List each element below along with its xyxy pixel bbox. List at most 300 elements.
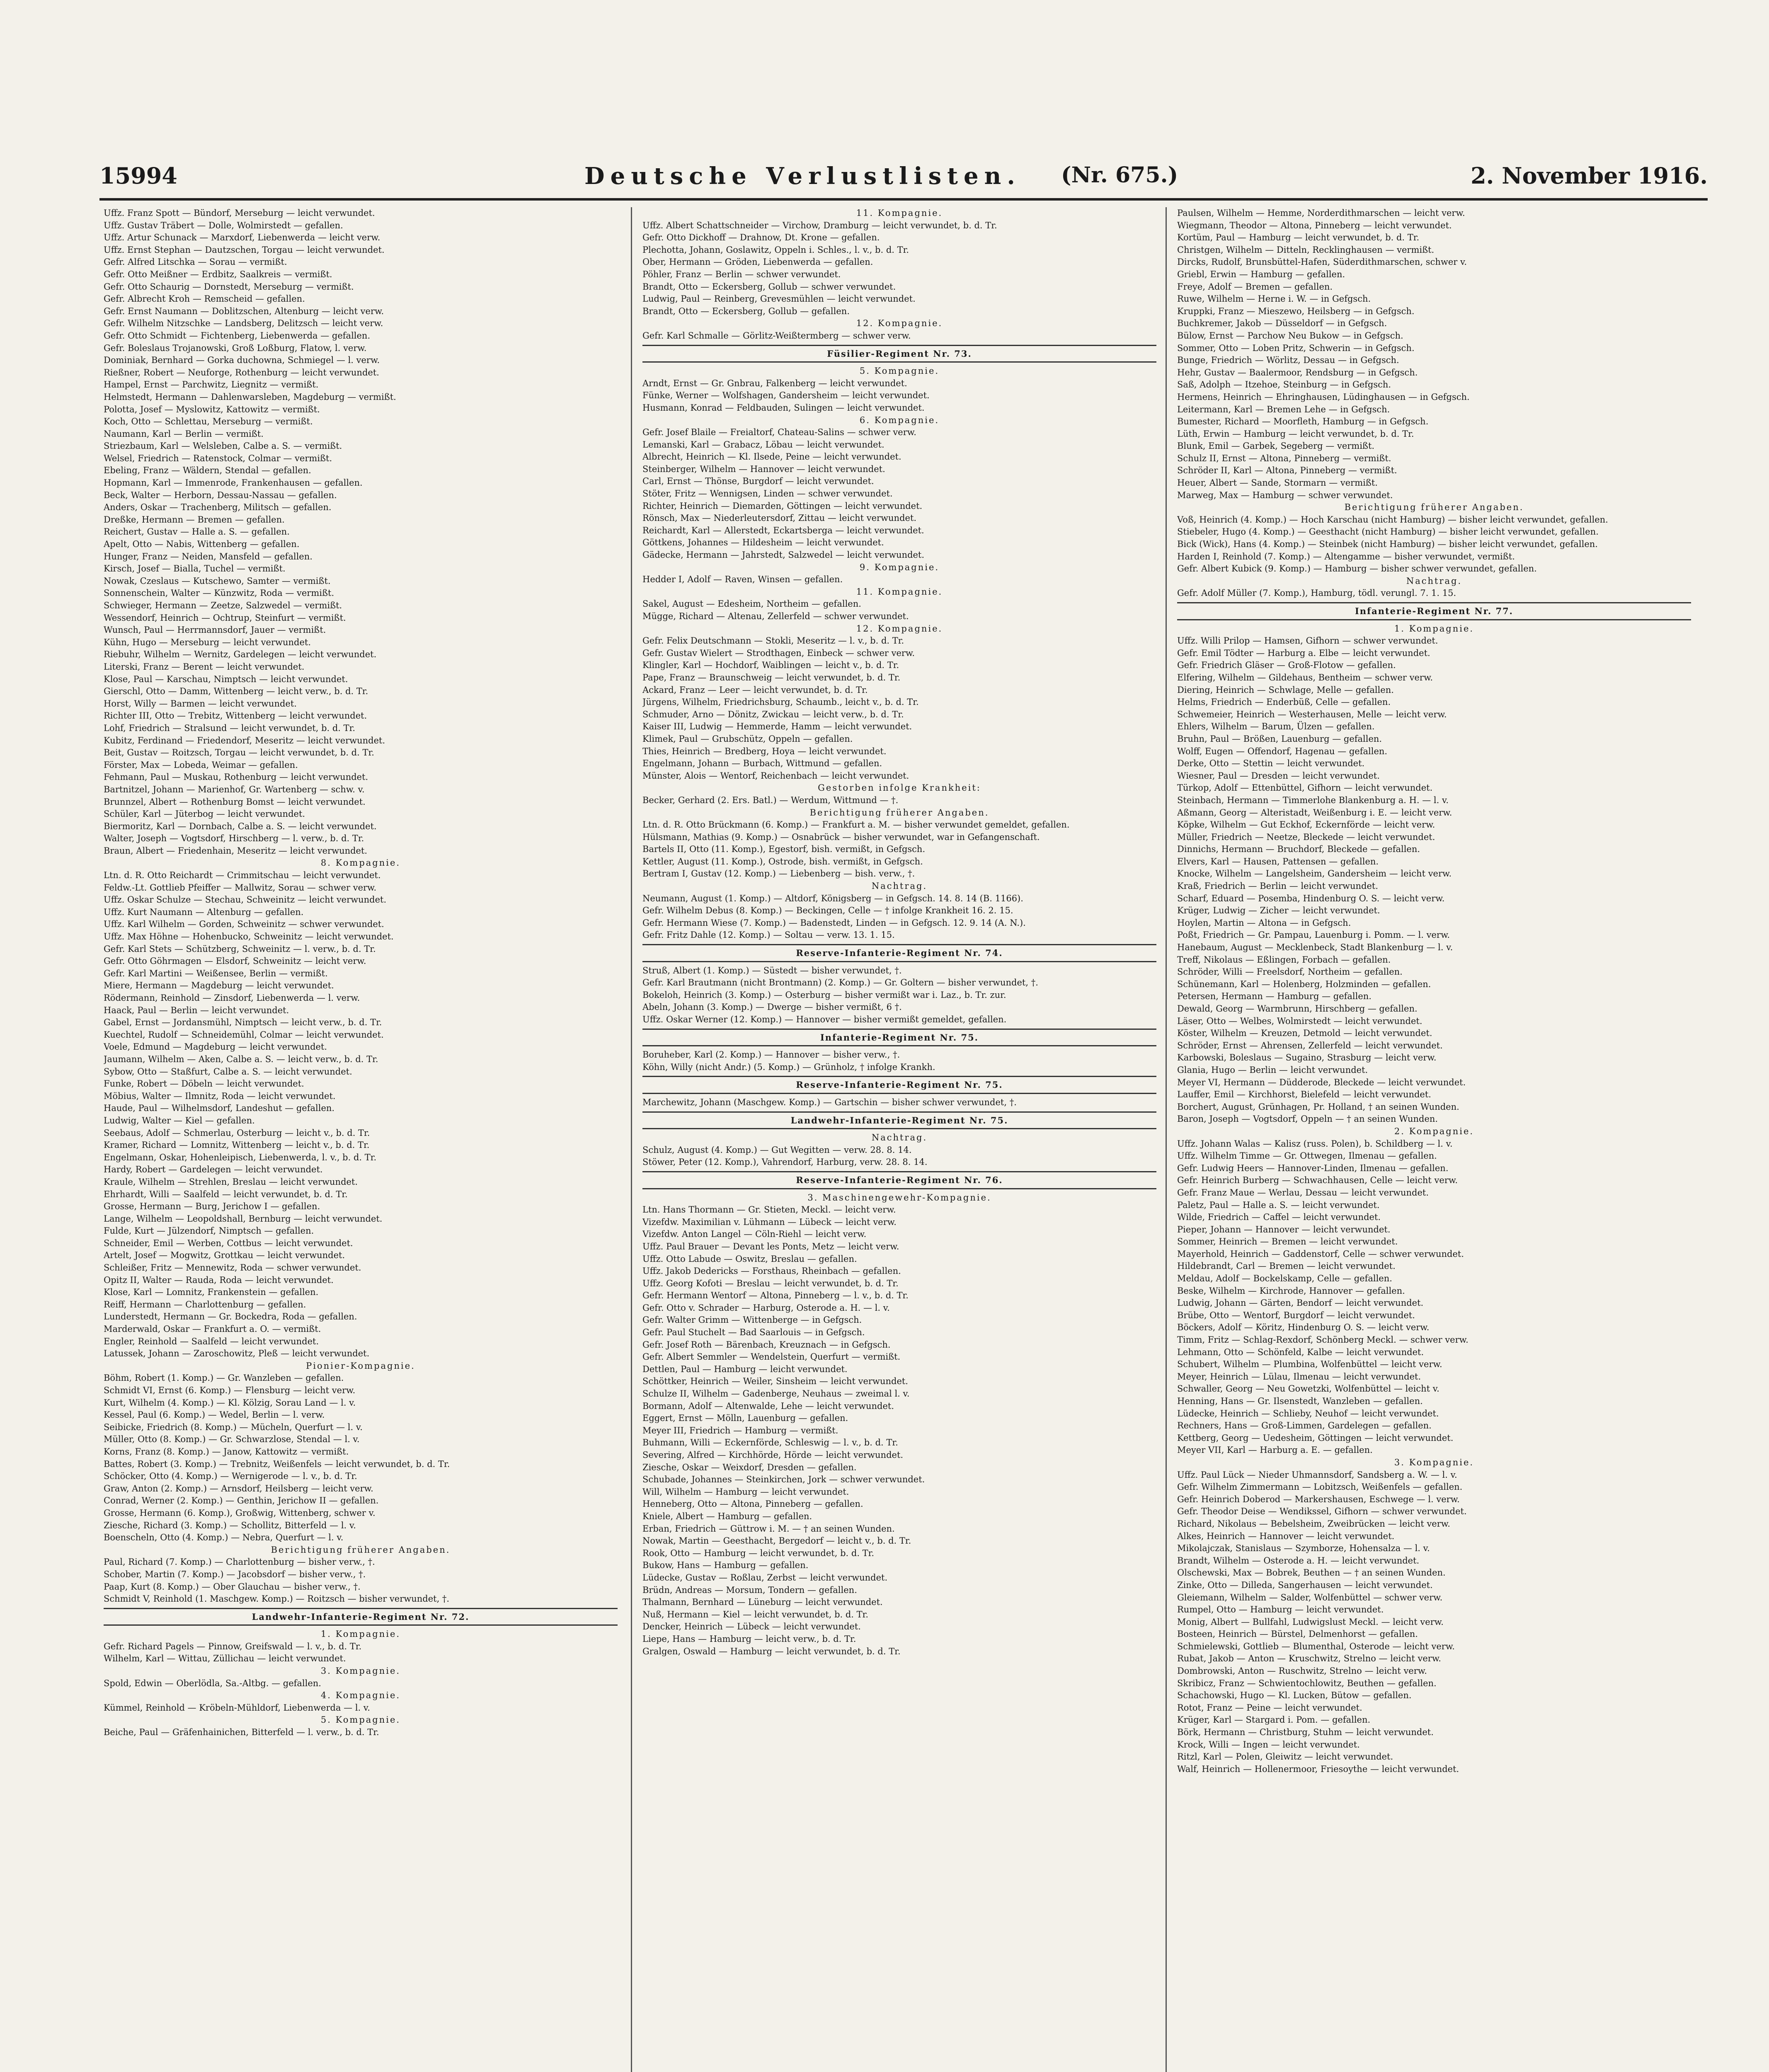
casualty-entry: Gefr. Albert Semmler — Wendelstein, Querfurt — vermißt. xyxy=(642,1352,901,1362)
casualty-entry: Kraß, Friedrich — Berlin — leicht verwundet. xyxy=(1177,881,1379,891)
section-subheading: 3. Kompagnie. xyxy=(320,1666,401,1676)
casualty-entry: Hardy, Robert — Gardelegen — leicht verwundet. xyxy=(104,1164,323,1175)
casualty-entry: Klimek, Paul — Grubschütz, Oppeln — gefallen. xyxy=(642,733,853,744)
section-subheading: 1. Kompagnie. xyxy=(1394,623,1474,634)
casualty-entry: Rechners, Hans — Groß-Limmen, Gardelegen — gefallen. xyxy=(1177,1421,1432,1431)
casualty-entry: Hedder I, Adolf — Raven, Winsen — gefallen. xyxy=(642,574,843,585)
casualty-entry: Rubat, Jakob — Anton — Kruschwitz, Strelno — leicht verw. xyxy=(1177,1653,1441,1664)
casualty-entry: Rotot, Franz — Peine — leicht verwundet. xyxy=(1177,1702,1362,1713)
casualty-entry: Ritzl, Karl — Polen, Gleiwitz — leicht verwundet. xyxy=(1177,1752,1393,1762)
casualty-entry: Lemanski, Karl — Grabacz, Löbau — leicht verwundet. xyxy=(642,439,884,450)
column-divider xyxy=(631,207,632,2072)
section-subheading: Nachtrag. xyxy=(1406,576,1462,586)
section-subheading: 2. Kompagnie. xyxy=(1394,1126,1474,1136)
section-subheading: Berichtigung früherer Angaben. xyxy=(809,807,989,818)
casualty-entry: Scharf, Eduard — Posemba, Hindenburg O. S. — leicht verw. xyxy=(1177,893,1445,903)
casualty-entry: Petersen, Hermann — Hamburg — gefallen. xyxy=(1177,991,1372,1002)
casualty-entry: Jaumann, Wilhelm — Aken, Calbe a. S. — leicht verw., b. d. Tr. xyxy=(104,1054,378,1064)
casualty-entry: Braun, Albert — Friedenhain, Meseritz — leicht verwundet. xyxy=(104,845,368,856)
casualty-entry: Dircks, Rudolf, Brunsbüttel-Hafen, Süderdithmarschen, schwer v. xyxy=(1177,257,1467,267)
casualty-entry: Saß, Adolph — Itzehoe, Steinburg — in Gefgsch. xyxy=(1177,380,1391,390)
casualty-entry: Ober, Hermann — Gröden, Liebenwerda — gefallen. xyxy=(642,257,873,267)
casualty-entry: Rödermann, Reinhold — Zinsdorf, Liebenwerda — l. verw. xyxy=(104,993,360,1003)
casualty-entry: Kümmel, Reinhold — Kröbeln-Mühldorf, Liebenwerda — l. v. xyxy=(104,1702,370,1713)
section-subheading: Nachtrag. xyxy=(871,881,928,891)
casualty-entry: Rumpel, Otto — Hamburg — leicht verwundet. xyxy=(1177,1605,1384,1615)
casualty-entry: Bruhn, Paul — Brößen, Lauenburg — gefallen. xyxy=(1177,733,1382,744)
casualty-entry: Gefr. Karl Schmalle — Görlitz-Weißtermberg — schwer verw. xyxy=(642,330,911,341)
casualty-entry: Riebuhr, Wilhelm — Wernitz, Gardelegen — leicht verwundet. xyxy=(104,649,377,660)
casualty-entry: Polotta, Josef — Myslowitz, Kattowitz — vermißt. xyxy=(104,404,320,414)
casualty-entry: Helms, Friedrich — Enderbüß, Celle — gefallen. xyxy=(1177,697,1391,707)
casualty-entry: Uffz. Kurt Naumann — Altenburg — gefallen. xyxy=(104,907,304,917)
casualty-entry: Beiche, Paul — Gräfenhainichen, Bitterfeld — l. verw., b. d. Tr. xyxy=(104,1727,379,1738)
casualty-entry: Hildebrandt, Carl — Bremen — leicht verwundet. xyxy=(1177,1261,1396,1271)
casualty-entry: Uffz. Gustav Träbert — Dolle, Wolmirstedt — gefallen. xyxy=(104,220,343,230)
casualty-entry: Aßmann, Georg — Alteristadt, Weißenburg i. E. — leicht verw. xyxy=(1177,807,1452,818)
casualty-entry: Plechotta, Johann, Goslawitz, Oppeln i. Schles., l. v., b. d. Tr. xyxy=(642,244,909,255)
casualty-entry: Ehlers, Wilhelm — Barum, Ülzen — gefallen. xyxy=(1177,721,1375,732)
casualty-entry: Gädecke, Hermann — Jahrstedt, Salzwedel — leicht verwundet. xyxy=(642,550,925,560)
casualty-entry: Schulz II, Ernst — Altona, Pinneberg — vermißt. xyxy=(1177,453,1391,463)
casualty-entry: Schachowski, Hugo — Kl. Lucken, Bütow — gefallen. xyxy=(1177,1690,1412,1701)
casualty-entry: Meyer VI, Hermann — Düdderode, Bleckede — leicht verwundet. xyxy=(1177,1077,1466,1087)
casualty-entry: Steinberger, Wilhelm — Hannover — leicht verwundet. xyxy=(642,464,885,474)
casualty-entry: Gralgen, Oswald — Hamburg — leicht verwundet, b. d. Tr. xyxy=(642,1646,901,1656)
casualty-entry: Hopmann, Karl — Immenrode, Frankenhausen — gefallen. xyxy=(104,478,363,488)
casualty-entry: Graw, Anton (2. Komp.) — Arnsdorf, Heilsberg — leicht verw. xyxy=(104,1483,373,1493)
section-subheading: 12. Kompagnie. xyxy=(856,623,943,634)
regiment-heading: Infanterie-Regiment Nr. 77. xyxy=(1177,602,1691,620)
section-subheading: Berichtigung früherer Angaben. xyxy=(271,1544,451,1555)
column-1 xyxy=(104,207,618,2072)
header-rule xyxy=(99,198,1708,201)
casualty-entry: Feldw.-Lt. Gottlieb Pfeiffer — Mallwitz, Sorau — schwer verw. xyxy=(104,882,377,893)
casualty-entry: Reiff, Hermann — Charlottenburg — gefallen. xyxy=(104,1299,306,1310)
casualty-entry: Biermoritz, Karl — Dornbach, Calbe a. S. — leicht verwundet. xyxy=(104,821,377,831)
casualty-entry: Müller, Friedrich — Neetze, Bleckede — leicht verwundet. xyxy=(1177,832,1435,842)
casualty-entry: Sommer, Otto — Loben Pritz, Schwerin — in Gefgsch. xyxy=(1177,343,1415,353)
casualty-entry: Dencker, Heinrich — Lübeck — leicht verwundet. xyxy=(642,1622,861,1632)
casualty-entry: Albrecht, Heinrich — Kl. Ilsede, Peine — leicht verwundet. xyxy=(642,452,901,462)
casualty-entry: Pieper, Johann — Hannover — leicht verwundet. xyxy=(1177,1224,1391,1234)
casualty-entry: Seibicke, Friedrich (8. Komp.) — Mücheln, Querfurt — l. v. xyxy=(104,1422,363,1432)
casualty-entry: Schober, Martin (7. Komp.) — Jacobsdorf — bisher verw., †. xyxy=(104,1569,366,1579)
casualty-entry: Gefr. Josef Blaile — Freialtorf, Chateau-Salins — schwer verw. xyxy=(642,427,916,438)
casualty-entry: Boenscheln, Otto (4. Komp.) — Nebra, Querfurt — l. v. xyxy=(104,1532,344,1543)
casualty-entry: Miere, Hermann — Magdeburg — leicht verwundet. xyxy=(104,980,334,991)
page-header xyxy=(99,162,1708,196)
casualty-entry: Gefr. Otto Dickhoff — Drahnow, Dt. Krone — gefallen. xyxy=(642,232,880,243)
casualty-entry: Sonnenschein, Walter — Künzwitz, Roda — vermißt. xyxy=(104,588,334,598)
casualty-entry: Schneider, Emil — Werben, Cottbus — leicht verwundet. xyxy=(104,1238,353,1248)
casualty-entry: Richard, Nikolaus — Bebelsheim, Zweibrücken — leicht verw. xyxy=(1177,1518,1450,1529)
casualty-entry: Gefr. Wilhelm Nitzschke — Landsberg, Delitzsch — leicht verw. xyxy=(104,318,383,329)
casualty-entry: Hehr, Gustav — Baalermoor, Rendsburg — in Gefgsch. xyxy=(1177,367,1418,378)
casualty-entry: Elvers, Karl — Hausen, Pattensen — gefallen. xyxy=(1177,856,1379,867)
section-subheading: 12. Kompagnie. xyxy=(856,318,943,329)
casualty-entry: Reichert, Gustav — Halle a. S. — gefallen. xyxy=(104,527,290,537)
casualty-entry: Brunnzel, Albert — Rothenburg Bomst — leicht verwundet. xyxy=(104,796,366,807)
regiment-heading: Reserve-Infanterie-Regiment Nr. 76. xyxy=(642,1171,1156,1189)
casualty-entry: Hoylen, Martin — Altona — in Gefgsch. xyxy=(1177,917,1351,928)
casualty-entry: Neumann, August (1. Komp.) — Altdorf, Königsberg — in Gefgsch. 14. 8. 14 (B. 1166). xyxy=(642,893,1023,903)
casualty-entry: Elfering, Wilhelm — Gildehaus, Bentheim — schwer verw. xyxy=(1177,672,1433,683)
casualty-entry: Schmuder, Arno — Dönitz, Zwickau — leicht verw., b. d. Tr. xyxy=(642,709,904,719)
casualty-entry: Ebeling, Franz — Wäldern, Stendal — gefallen. xyxy=(104,465,311,476)
casualty-entry: Stiebeler, Hugo (4. Komp.) — Geesthacht (nicht Hamburg) — bisher leicht verwundet, gefallen. xyxy=(1177,527,1599,537)
casualty-entry: Gefr. Richard Pagels — Pinnow, Greifswald — l. v., b. d. Tr. xyxy=(104,1641,362,1651)
casualty-entry: Schulz, August (4. Komp.) — Gut Wegitten — verw. 28. 8. 14. xyxy=(642,1145,912,1155)
casualty-entry: Gierschl, Otto — Damm, Wittenberg — leicht verw., b. d. Tr. xyxy=(104,686,368,697)
casualty-entry: Brübe, Otto — Wentorf, Burgdorf — leicht verwundet. xyxy=(1177,1310,1415,1320)
casualty-entry: Böckers, Adolf — Köritz, Hindenburg O. S. — leicht verw. xyxy=(1177,1322,1430,1333)
casualty-entry: Korns, Franz (8. Komp.) — Janow, Kattowitz — vermißt. xyxy=(104,1446,349,1457)
casualty-entry: Beit, Gustav — Roitzsch, Torgau — leicht verwundet, b. d. Tr. xyxy=(104,748,374,758)
casualty-entry: Conrad, Werner (2. Komp.) — Genthin, Jerichow II — gefallen. xyxy=(104,1496,379,1506)
casualty-entry: Borchert, August, Grünhagen, Pr. Holland, † an seinen Wunden. xyxy=(1177,1101,1459,1112)
casualty-entry: Artelt, Josef — Mogwitz, Grottkau — leicht verwundet. xyxy=(104,1250,345,1261)
casualty-entry: Walf, Heinrich — Hollenermoor, Friesoythe — leicht verwundet. xyxy=(1177,1764,1459,1774)
casualty-entry: Ziesche, Oskar — Weixdorf, Dresden — gefallen. xyxy=(642,1462,857,1472)
casualty-entry: Griebl, Erwin — Hamburg — gefallen. xyxy=(1177,269,1345,279)
casualty-entry: Böhm, Robert (1. Komp.) — Gr. Wanzleben — gefallen. xyxy=(104,1373,344,1383)
casualty-entry: Bertram I, Gustav (12. Komp.) — Liebenberg — bish. verw., †. xyxy=(642,869,915,879)
casualty-entry: Kruppki, Franz — Mieszewo, Heilsberg — in Gefgsch. xyxy=(1177,306,1415,316)
casualty-entry: Gleiemann, Wilhelm — Salder, Wolfenbüttel — schwer verw. xyxy=(1177,1592,1443,1602)
casualty-entry: Ziesche, Richard (3. Komp.) — Schollitz, Bitterfeld — l. v. xyxy=(104,1520,356,1530)
casualty-entry: Sakel, August — Edesheim, Northeim — gefallen. xyxy=(642,599,861,609)
casualty-entry: Gefr. Franz Maue — Werlau, Dessau — leicht verwundet. xyxy=(1177,1187,1429,1198)
casualty-entry: Skribicz, Franz — Schwientochlowitz, Beuthen — gefallen. xyxy=(1177,1678,1437,1688)
casualty-entry: Lüth, Erwin — Hamburg — leicht verwundet, b. d. Tr. xyxy=(1177,428,1414,439)
casualty-entry: Möbius, Walter — Ilmnitz, Roda — leicht verwundet. xyxy=(104,1091,336,1101)
section-subheading: 5. Kompagnie. xyxy=(320,1715,401,1725)
casualty-entry: Gefr. Friedrich Gläser — Groß-Flotow — gefallen. xyxy=(1177,660,1396,670)
casualty-entry: Dettlen, Paul — Hamburg — leicht verwundet. xyxy=(642,1364,848,1374)
casualty-entry: Brandt, Wilhelm — Osterode a. H. — leicht verwundet. xyxy=(1177,1555,1420,1566)
casualty-entry: Pape, Franz — Braunschweig — leicht verwundet, b. d. Tr. xyxy=(642,672,901,683)
casualty-entry: Reichardt, Karl — Allerstedt, Eckartsberga — leicht verwundet. xyxy=(642,525,924,535)
casualty-entry: Kuechtel, Rudolf — Schneidemühl, Colmar — leicht verwundet. xyxy=(104,1029,384,1040)
casualty-entry: Uffz. Albert Schattschneider — Virchow, Dramburg — leicht verwundet, b. d. Tr. xyxy=(642,220,997,230)
casualty-entry: Gabel, Ernst — Jordansmühl, Nimptsch — leicht verw., b. d. Tr. xyxy=(104,1017,382,1028)
casualty-entry: Klose, Karl — Lomnitz, Frankenstein — gefallen. xyxy=(104,1287,319,1297)
casualty-entry: Ludwig, Johann — Gärten, Bendorf — leicht verwundet. xyxy=(1177,1298,1424,1308)
casualty-entry: Schmielewski, Gottlieb — Blumenthal, Osterode — leicht verw. xyxy=(1177,1641,1455,1651)
casualty-entry: Horst, Willy — Barmen — leicht verwundet. xyxy=(104,698,297,709)
casualty-entry: Gefr. Theodor Deise — Wendikssel, Gifhorn — schwer verwundet. xyxy=(1177,1506,1467,1517)
casualty-entry: Kubitz, Ferdinand — Friedendorf, Meseritz — leicht verwundet. xyxy=(104,735,385,746)
casualty-entry: Schmidt VI, Ernst (6. Komp.) — Flensburg — leicht verw. xyxy=(104,1385,356,1395)
casualty-entry: Kaiser III, Ludwig — Hemmerde, Hamm — leicht verwundet. xyxy=(642,721,912,732)
casualty-entry: Brüdn, Andreas — Morsum, Tondern — gefallen. xyxy=(642,1585,857,1595)
casualty-entry: Ltn. d. R. Otto Reichardt — Crimmitschau — leicht verwundet. xyxy=(104,870,381,881)
casualty-entry: Latussek, Johann — Zaroschowitz, Pleß — leicht verwundet. xyxy=(104,1348,370,1359)
casualty-entry: Dreßke, Hermann — Bremen — gefallen. xyxy=(104,514,285,525)
casualty-entry: Voß, Heinrich (4. Komp.) — Hoch Karschau (nicht Hamburg) — bisher leicht verwundet, gefallen. xyxy=(1177,514,1608,525)
casualty-entry: Zinke, Otto — Dilleda, Sangerhausen — leicht verwundet. xyxy=(1177,1580,1433,1590)
casualty-entry: Nuß, Hermann — Kiel — leicht verwundet, b. d. Tr. xyxy=(642,1609,869,1619)
casualty-entry: Gefr. Karl Martini — Weißensee, Berlin — vermißt. xyxy=(104,968,328,978)
casualty-entry: Bick (Wick), Hans (4. Komp.) — Steinbek (nicht Hamburg) — bisher leicht verwundet, gefallen. xyxy=(1177,539,1598,549)
casualty-entry: Krock, Willi — Ingen — leicht verwundet. xyxy=(1177,1739,1360,1750)
casualty-entry: Jürgens, Wilhelm, Friedrichsburg, Schaumb., leicht v., b. d. Tr. xyxy=(642,697,919,707)
casualty-entry: Uffz. Artur Schunack — Marxdorf, Liebenwerda — leicht verw. xyxy=(104,232,380,243)
casualty-entry: Apelt, Otto — Nabis, Wittenberg — gefallen. xyxy=(104,539,300,549)
casualty-entry: Fehmann, Paul — Muskau, Rothenburg — leicht verwundet. xyxy=(104,772,368,782)
casualty-entry: Olschewski, Max — Bobrek, Beuthen — † an seinen Wunden. xyxy=(1177,1568,1446,1578)
section-subheading: Berichtigung früherer Angaben. xyxy=(1344,502,1524,513)
casualty-entry: Vizefdw. Maximilian v. Lühmann — Lübeck — leicht verw. xyxy=(642,1217,897,1227)
casualty-entry: Ehrhardt, Willi — Saalfeld — leicht verwundet, b. d. Tr. xyxy=(104,1189,348,1199)
casualty-entry: Engler, Reinhold — Saalfeld — leicht verwundet. xyxy=(104,1336,319,1346)
casualty-entry: Hermens, Heinrich — Ehringhausen, Lüdinghausen — in Gefgsch. xyxy=(1177,392,1470,402)
casualty-entry: Wiegmann, Theodor — Altona, Pinneberg — leicht verwundet. xyxy=(1177,220,1452,230)
casualty-entry: Richter III, Otto — Trebitz, Wittenberg — leicht verwundet. xyxy=(104,711,367,721)
casualty-entry: Uffz. Franz Spott — Bündorf, Merseburg — leicht verwundet. xyxy=(104,208,375,218)
casualty-entry: Haude, Paul — Wilhelmsdorf, Landeshut — gefallen. xyxy=(104,1103,335,1113)
casualty-entry: Funke, Robert — Döbeln — leicht verwundet. xyxy=(104,1079,304,1089)
casualty-entry: Wolff, Eugen — Offendorf, Hagenau — gefallen. xyxy=(1177,746,1388,756)
casualty-entry: Gefr. Emil Tödter — Harburg a. Elbe — leicht verwundet. xyxy=(1177,648,1430,658)
casualty-entry: Christgen, Wilhelm — Ditteln, Recklinghausen — vermißt. xyxy=(1177,244,1435,255)
casualty-entry: Dewald, Georg — Warmbrunn, Hirschberg — gefallen. xyxy=(1177,1004,1418,1014)
casualty-entry: Bormann, Adolf — Altenwalde, Lehe — leicht verwundet. xyxy=(642,1401,894,1411)
casualty-entry: Dombrowski, Anton — Ruschwitz, Strelno — leicht verw. xyxy=(1177,1666,1427,1676)
casualty-entry: Richter, Heinrich — Diemarden, Göttingen — leicht verwundet. xyxy=(642,501,923,511)
casualty-entry: Bartnitzel, Johann — Marienhof, Gr. Wartenberg — schw. v. xyxy=(104,784,365,794)
casualty-entry: Gefr. Wilhelm Zimmermann — Lobitzsch, Weißenfels — gefallen. xyxy=(1177,1482,1463,1492)
section-subheading: Gestorben infolge Krankheit: xyxy=(818,783,981,793)
casualty-entry: Timm, Fritz — Schlag-Rexdorf, Schönberg Meckl. — schwer verw. xyxy=(1177,1335,1469,1345)
casualty-entry: Förster, Max — Lobeda, Weimar — gefallen. xyxy=(104,760,298,770)
casualty-entry: Haack, Paul — Berlin — leicht verwundet. xyxy=(104,1005,289,1015)
casualty-entry: Göttkens, Johannes — Hildesheim — leicht verwundet. xyxy=(642,537,884,548)
casualty-entry: Seebaus, Adolf — Schmerlau, Osterburg — leicht v., b. d. Tr. xyxy=(104,1128,370,1138)
casualty-entry: Beske, Wilhelm — Kirchrode, Hannover — gefallen. xyxy=(1177,1285,1405,1296)
page-title: Deutsche Verlustlisten. xyxy=(584,162,1021,190)
casualty-entry: Uffz. Willi Prilop — Hamsen, Gifhorn — schwer verwundet. xyxy=(1177,636,1438,646)
casualty-entry: Gefr. Hermann Wiese (7. Komp.) — Badenstedt, Linden — in Gefgsch. 12. 9. 14 (A. N.). xyxy=(642,917,1026,928)
casualty-entry: Spold, Edwin — Oberlödla, Sa.-Altbg. — gefallen. xyxy=(104,1678,321,1688)
casualty-entry: Schröder II, Karl — Altona, Pinneberg — vermißt. xyxy=(1177,465,1397,476)
casualty-entry: Uffz. Georg Kofoti — Breslau — leicht verwundet, b. d. Tr. xyxy=(642,1278,899,1288)
regiment-heading: Reserve-Infanterie-Regiment Nr. 74. xyxy=(642,944,1156,962)
casualty-entry: Thalmann, Bernhard — Lüneburg — leicht verwundet. xyxy=(642,1597,883,1607)
regiment-heading: Landwehr-Infanterie-Regiment Nr. 75. xyxy=(642,1111,1156,1130)
casualty-entry: Thies, Heinrich — Bredberg, Hoya — leicht verwundet. xyxy=(642,746,887,756)
casualty-entry: Marweg, Max — Hamburg — schwer verwundet. xyxy=(1177,490,1393,500)
casualty-entry: Striezbaum, Karl — Welsleben, Calbe a. S. — vermißt. xyxy=(104,441,342,451)
casualty-entry: Bartels II, Otto (11. Komp.), Egestorf, bish. vermißt, in Gefgsch. xyxy=(642,844,926,854)
column-3 xyxy=(1177,207,1691,2072)
casualty-entry: Ltn. d. R. Otto Brückmann (6. Komp.) — Frankfurt a. M. — bisher verwundet gemeldet, gefallen. xyxy=(642,820,1070,830)
casualty-entry: Hanebaum, August — Mecklenbeck, Stadt Blankenburg — l. v. xyxy=(1177,942,1453,953)
casualty-entry: Walter, Joseph — Vogtsdorf, Hirschberg — l. verw., b. d. Tr. xyxy=(104,833,364,844)
section-subheading: 3. Maschinengewehr-Kompagnie. xyxy=(807,1192,991,1203)
casualty-entry: Läser, Otto — Welbes, Wolmirstedt — leicht verwundet. xyxy=(1177,1016,1422,1026)
casualty-entry: Ruwe, Wilhelm — Herne i. W. — in Gefgsch. xyxy=(1177,294,1371,304)
casualty-entry: Ackard, Franz — Leer — leicht verwundet, b. d. Tr. xyxy=(642,685,868,695)
casualty-entry: Rießner, Robert — Neuforge, Rothenburg — leicht verwundet. xyxy=(104,367,379,378)
casualty-entry: Paul, Richard (7. Komp.) — Charlottenburg — bisher verw., †. xyxy=(104,1557,375,1567)
casualty-entry: Naumann, Karl — Berlin — vermißt. xyxy=(104,428,264,439)
casualty-entry: Krüger, Ludwig — Zicher — leicht verwundet. xyxy=(1177,905,1380,916)
casualty-entry: Bumester, Richard — Moorfleth, Hamburg — in Gefgsch. xyxy=(1177,416,1429,427)
casualty-entry: Severing, Alfred — Kirchhörde, Hörde — leicht verwundet. xyxy=(642,1450,904,1460)
casualty-entry: Meyer, Heinrich — Lülau, Ilmenau — leicht verwundet. xyxy=(1177,1371,1421,1382)
casualty-entry: Nowak, Martin — Geesthacht, Bergedorf — leicht v., b. d. Tr. xyxy=(642,1536,911,1546)
casualty-entry: Steinbach, Hermann — Timmerlohe Blankenburg a. H. — l. v. xyxy=(1177,795,1449,805)
section-subheading: 11. Kompagnie. xyxy=(856,586,943,597)
casualty-entry: Anders, Oskar — Trachenberg, Militsch — gefallen. xyxy=(104,502,332,513)
casualty-entry: Boruheber, Karl (2. Komp.) — Hannover — bisher verw., †. xyxy=(642,1050,900,1060)
casualty-entry: Liepe, Hans — Hamburg — leicht verw., b. d. Tr. xyxy=(642,1634,856,1644)
casualty-entry: Uffz. Wilhelm Timme — Gr. Ottwegen, Ilmenau — gefallen. xyxy=(1177,1151,1437,1161)
casualty-entry: Bokeloh, Heinrich (3. Komp.) — Osterburg — bisher vermißt war i. Laz., b. Tr. zur. xyxy=(642,990,1006,1000)
casualty-entry: Schulze II, Wilhelm — Gadenberge, Neuhaus — zweimal l. v. xyxy=(642,1389,910,1399)
section-subheading: 1. Kompagnie. xyxy=(320,1629,401,1639)
casualty-entry: Paletz, Paul — Halle a. S. — leicht verwundet. xyxy=(1177,1200,1380,1210)
casualty-entry: Müller, Otto (8. Komp.) — Gr. Schwarzlose, Stendal — l. v. xyxy=(104,1434,360,1445)
casualty-entry: Schröder, Willi — Freelsdorf, Northeim — gefallen. xyxy=(1177,967,1403,977)
casualty-entry: Eggert, Ernst — Mölln, Lauenburg — gefallen. xyxy=(642,1413,848,1423)
casualty-entry: Schwieger, Hermann — Zeetze, Salzwedel — vermißt. xyxy=(104,600,342,610)
casualty-entry: Bukow, Hans — Hamburg — gefallen. xyxy=(642,1560,809,1571)
casualty-entry: Welsel, Friedrich — Ratenstock, Colmar — vermißt. xyxy=(104,453,332,463)
casualty-entry: Gefr. Walter Grimm — Wittenberge — in Gefgsch. xyxy=(642,1315,862,1325)
casualty-entry: Knocke, Wilhelm — Langelsheim, Gandersheim — leicht verw. xyxy=(1177,869,1452,879)
casualty-entry: Gefr. Karl Stets — Schützberg, Schweinitz — l. verw., b. d. Tr. xyxy=(104,944,376,954)
casualty-entry: Lüdecke, Heinrich — Schlieby, Neuhof — leicht verwundet. xyxy=(1177,1408,1439,1418)
casualty-entry: Meldau, Adolf — Bockelskamp, Celle — gefallen. xyxy=(1177,1273,1392,1284)
casualty-entry: Diering, Heinrich — Schwlage, Melle — gefallen. xyxy=(1177,685,1394,695)
casualty-entry: Freye, Adolf — Bremen — gefallen. xyxy=(1177,281,1333,292)
casualty-entry: Glania, Hugo — Berlin — leicht verwundet. xyxy=(1177,1065,1368,1075)
section-subheading: Pionier-Kompagnie. xyxy=(306,1360,415,1371)
casualty-entry: Wilhelm, Karl — Wittau, Züllichau — leicht verwundet. xyxy=(104,1653,346,1664)
casualty-entry: Becker, Gerhard (2. Ers. Batl.) — Werdum, Wittmund — †. xyxy=(642,795,899,805)
casualty-entry: Schmidt V, Reinhold (1. Maschgew. Komp.) — Roitzsch — bisher verwundet, †. xyxy=(104,1594,450,1604)
casualty-entry: Gefr. Otto Schaurig — Dornstedt, Merseburg — vermißt. xyxy=(104,281,354,292)
casualty-entry: Carl, Ernst — Thönse, Burgdorf — leicht verwundet. xyxy=(642,476,874,487)
casualty-entry: Baron, Joseph — Vogtsdorf, Oppeln — † an seinen Wunden. xyxy=(1177,1114,1438,1124)
casualty-entry: Marchewitz, Johann (Maschgew. Komp.) — Gartschin — bisher schwer verwundet, †. xyxy=(642,1097,1017,1107)
casualty-entry: Buchkremer, Jakob — Düsseldorf — in Gefgsch. xyxy=(1177,318,1387,329)
casualty-entry: Kraule, Wilhelm — Strehlen, Breslau — leicht verwundet. xyxy=(104,1176,358,1187)
regiment-heading: Infanterie-Regiment Nr. 75. xyxy=(642,1029,1156,1047)
casualty-entry: Meyer VII, Karl — Harburg a. E. — gefallen. xyxy=(1177,1445,1373,1455)
casualty-entry: Gefr. Hermann Wentorf — Altona, Pinneberg — l. v., b. d. Tr. xyxy=(642,1290,909,1301)
casualty-entry: Lehmann, Otto — Schönfeld, Kalbe — leicht verwundet. xyxy=(1177,1347,1424,1357)
casualty-entry: Uffz. Otto Labude — Oswitz, Breslau — gefallen. xyxy=(642,1254,857,1264)
casualty-entry: Uffz. Johann Walas — Kalisz (russ. Polen), b. Schildberg — l. v. xyxy=(1177,1138,1453,1149)
section-subheading: 3. Kompagnie. xyxy=(1394,1457,1474,1467)
casualty-entry: Koch, Otto — Schlettau, Merseburg — vermißt. xyxy=(104,416,313,427)
casualty-entry: Brandt, Otto — Eckersberg, Gollub — gefallen. xyxy=(642,306,850,316)
casualty-entry: Lohf, Friedrich — Stralsund — leicht verwundet, b. d. Tr. xyxy=(104,723,356,733)
casualty-entry: Alkes, Heinrich — Hannover — leicht verwundet. xyxy=(1177,1531,1395,1541)
casualty-entry: Engelmann, Oskar, Hohenleipisch, Liebenwerda, l. v., b. d. Tr. xyxy=(104,1152,377,1162)
casualty-entry: Blunk, Emil — Garbek, Segeberg — vermißt. xyxy=(1177,441,1375,451)
casualty-entry: Köpke, Wilhelm — Gut Eckhof, Eckernförde — leicht verw. xyxy=(1177,820,1435,830)
casualty-entry: Wiesner, Paul — Dresden — leicht verwundet. xyxy=(1177,770,1380,781)
casualty-entry: Vizefdw. Anton Langel — Cöln-Riehl — leicht verw. xyxy=(642,1229,867,1239)
casualty-entry: Mayerhold, Heinrich — Gaddenstorf, Celle — schwer verwundet. xyxy=(1177,1249,1464,1259)
casualty-entry: Paulsen, Wilhelm — Hemme, Norderdithmarschen — leicht verw. xyxy=(1177,208,1465,218)
casualty-entry: Hunger, Franz — Neiden, Mansfeld — gefallen. xyxy=(104,551,313,562)
casualty-entry: Lauffer, Emil — Kirchhorst, Bielefeld — leicht verwundet. xyxy=(1177,1089,1431,1100)
section-subheading: 8. Kompagnie. xyxy=(320,858,401,868)
casualty-entry: Krüger, Karl — Stargard i. Pom. — gefallen. xyxy=(1177,1715,1371,1725)
casualty-entry: Wilde, Friedrich — Caffel — leicht verwundet. xyxy=(1177,1212,1381,1222)
casualty-entry: Buhmann, Willi — Eckernförde, Schleswig — l. v., b. d. Tr. xyxy=(642,1438,898,1448)
casualty-entry: Fünke, Werner — Wolfshagen, Gandersheim — leicht verwundet. xyxy=(642,390,930,401)
casualty-entry: Köster, Wilhelm — Kreuzen, Detmold — leicht verwundet. xyxy=(1177,1028,1432,1038)
casualty-entry: Karbowski, Boleslaus — Sugaino, Strasburg — leicht verw. xyxy=(1177,1053,1437,1063)
casualty-entry: Battes, Robert (3. Komp.) — Trebnitz, Weißenfels — leicht verwundet, b. d. Tr. xyxy=(104,1459,450,1469)
casualty-entry: Schwaller, Georg — Neu Gowetzki, Wolfenbüttel — leicht v. xyxy=(1177,1384,1439,1394)
casualty-entry: Kettberg, Georg — Uedesheim, Göttingen — leicht verwundet. xyxy=(1177,1433,1454,1443)
casualty-entry: Nowak, Czeslaus — Kutschewo, Samter — vermißt. xyxy=(104,576,331,586)
casualty-entry: Uffz. Oskar Schulze — Stechau, Schweinitz — leicht verwundet. xyxy=(104,895,387,905)
casualty-entry: Literski, Franz — Berent — leicht verwundet. xyxy=(104,661,305,672)
casualty-entry: Dominiak, Bernhard — Gorka duchowna, Schmiegel — l. verw. xyxy=(104,355,380,366)
casualty-entry: Lunderstedt, Hermann — Gr. Bockedra, Roda — gefallen. xyxy=(104,1312,357,1322)
casualty-entry: Kortüm, Paul — Hamburg — leicht verwundet, b. d. Tr. xyxy=(1177,232,1420,243)
regiment-heading: Füsilier-Regiment Nr. 73. xyxy=(642,345,1156,363)
casualty-entry: Uffz. Karl Wilhelm — Gorden, Schweinitz — schwer verwundet. xyxy=(104,919,384,929)
casualty-entry: Ludwig, Walter — Kiel — gefallen. xyxy=(104,1115,255,1126)
casualty-entry: Brandt, Otto — Eckersberg, Gollub — schwer verwundet. xyxy=(642,281,896,292)
casualty-entry: Poßt, Friedrich — Gr. Pampau, Lauenburg i. Pomm. — l. verw. xyxy=(1177,930,1450,940)
casualty-entry: Hampel, Ernst — Parchwitz, Liegnitz — vermißt. xyxy=(104,380,319,390)
column-2 xyxy=(642,207,1156,2072)
casualty-entry: Derke, Otto — Stettin — leicht verwundet. xyxy=(1177,758,1365,769)
casualty-entry: Grosse, Hermann (6. Komp.), Großwig, Wittenberg, schwer v. xyxy=(104,1508,376,1518)
casualty-entry: Pöhler, Franz — Berlin — schwer verwundet. xyxy=(642,269,841,279)
section-subheading: 5. Kompagnie. xyxy=(859,366,940,376)
casualty-entry: Monig, Albert — Bullfahl, Ludwigslust Meckl. — leicht verw. xyxy=(1177,1617,1444,1627)
issue-number: (Nr. 675.) xyxy=(1061,162,1178,188)
casualty-entry: Voele, Edmund — Magdeburg — leicht verwundet. xyxy=(104,1042,327,1052)
casualty-entry: Schwemeier, Heinrich — Westerhausen, Melle — leicht verw. xyxy=(1177,709,1447,719)
casualty-entry: Husmann, Konrad — Feldbauden, Sulingen — leicht verwundet. xyxy=(642,402,925,413)
casualty-entry: Henning, Hans — Gr. Ilsenstedt, Wanzleben — gefallen. xyxy=(1177,1396,1423,1406)
casualty-entry: Gefr. Gustav Wielert — Strodthagen, Einbeck — schwer verw. xyxy=(642,648,915,658)
casualty-entry: Kühn, Hugo — Merseburg — leicht verwundet. xyxy=(104,637,311,647)
casualty-entry: Heuer, Albert — Sande, Stormarn — vermißt. xyxy=(1177,478,1378,488)
casualty-entry: Uffz. Ernst Stephan — Dautzschen, Torgau — leicht verwundet. xyxy=(104,244,385,255)
regiment-heading: Reserve-Infanterie-Regiment Nr. 75. xyxy=(642,1076,1156,1094)
issue-date: 2. November 1916. xyxy=(1471,162,1708,189)
casualty-entry: Kramer, Richard — Lomnitz, Wittenberg — leicht v., b. d. Tr. xyxy=(104,1140,370,1150)
section-subheading: 6. Kompagnie. xyxy=(859,415,940,425)
casualty-entry: Gefr. Heinrich Burberg — Schwachhausen, Celle — leicht verw. xyxy=(1177,1175,1458,1186)
casualty-entry: Gefr. Karl Brautmann (nicht Brontmann) (2. Komp.) — Gr. Goltern — bisher verwundet, †. xyxy=(642,978,1038,988)
casualty-entry: Opitz II, Walter — Rauda, Roda — leicht verwundet. xyxy=(104,1275,334,1285)
casualty-entry: Gefr. Heinrich Doberod — Markershausen, Eschwege — l. verw. xyxy=(1177,1494,1460,1504)
casualty-entry: Gefr. Adolf Müller (7. Komp.), Hamburg, tödl. verungl. 7. 1. 15. xyxy=(1177,588,1456,598)
casualty-entry: Klingler, Karl — Hochdorf, Waiblingen — leicht v., b. d. Tr. xyxy=(642,660,899,670)
casualty-entry: Sommer, Heinrich — Bremen — leicht verwundet. xyxy=(1177,1237,1398,1247)
casualty-entry: Henneberg, Otto — Altona, Pinneberg — gefallen. xyxy=(642,1499,863,1509)
casualty-entry: Gefr. Wilhelm Debus (8. Komp.) — Beckingen, Celle — † infolge Krankheit 16. 2. 15. xyxy=(642,905,1013,916)
casualty-entry: Gefr. Otto Göhrmagen — Elsdorf, Schweinitz — leicht verw. xyxy=(104,956,366,966)
casualty-entry: Ltn. Hans Thormann — Gr. Stieten, Meckl. — leicht verw. xyxy=(642,1205,896,1215)
casualty-entry: Lüdecke, Gustav — Roßlau, Zerbst — leicht verwundet. xyxy=(642,1572,888,1583)
